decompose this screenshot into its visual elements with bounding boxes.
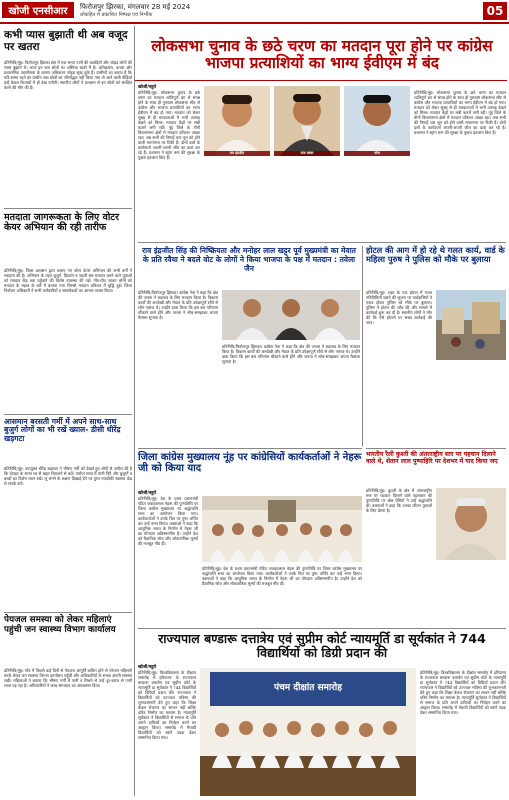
candidate-photo-left xyxy=(204,86,270,156)
convocation-photo xyxy=(200,668,416,796)
article-nehru: प्रतिनिधि/नूंह। देश के प्रथम प्रधानमंत्री पंडित जवाहरलाल नेहरू की पुण्यतिथि पर जिला कांग्रेस मुख्यालय पर श्रद्धांजलि सभा का आयोजन किया गया। कार्यकर्ताओं ने उनके चित्र पर पुष्प अर्पित कर उन्हें नमन किया। वक्ताओं ने कहा कि आधुनिक भारत के निर्माण में नेहरू जी का योगदान अविस्मरणीय है। उन्होंने देश को वैज्ञानिक सोच और लोकतांत्रिक मूल्यों की मजबूत नींव दी। xyxy=(138,496,198,546)
article-convocation-continued: प्रतिनिधि/नूंह। विश्वविद्यालय के दीक्षांत समारोह में हरियाणा के राज्यपाल बण्डारू दत्तात्रेय एवं सुप्रीम कोर्ट के न्यायमूर्ति डा सूर्यकांत ने 744 विद्यार्थियों को डिग्रियाँ प्रदान कीं। राज्यपाल ने विद्यार्थियों को उज्ज्वल भविष्य की शुभकामनाएँ देते हुए कहा कि शिक्षा केवल रोजगार का साधन नहीं बल्कि चरित्र निर्माण का माध्यम है। न्यायमूर्ति सूर्यकांत ने विद्यार्थियों से समाज के प्रति अपने दायित्वों का निर्वहन करने का आह्वान किया। समारोह में मेधावी विद्यार्थियों को स्वर्ण पदक देकर सम्मानित किया गया। xyxy=(420,670,506,715)
street-photo-icon xyxy=(436,290,506,360)
byline: खोजी/ब्यूरो xyxy=(138,665,157,670)
byline: खोजी/ब्यूरो xyxy=(138,491,157,496)
headline-water-crisis: पेयजल समस्या को लेकर महिलाएं पहुंची जन स्वास्थ्य विभाग कार्यालय xyxy=(4,615,116,635)
photo-caption: राव इंद्रजीत xyxy=(204,151,270,156)
article-water-crisis: प्रतिनिधि/नूंह। गाँव में पिछले कई दिनों से पेयजल आपूर्ति बाधित होने से परेशान महिलाएँ मटके लेकर जन स्वास्थ्य विभाग कार्यालय पहुँचीं और अधिकारियों के समक्ष अपनी समस्या रखी। महिलाओं ने बताया कि भीषण गर्मी में पानी न मिलने से उन्हें दूर-दराज से पानी लाना पड़ रहा है। अधिकारियों ने जल्द समाधान का आश्वासन दिया। xyxy=(4,668,132,688)
headline-heat: आसमान बरसती गर्मी में अपने साथ-साथ बुजुर्ग लोगों का भी रखें ख्याल- डीसी धीरेंद्र खड़गटा xyxy=(4,417,121,443)
article-drinking-water: प्रतिनिधि/नूंह। फिरोजपुर झिरका क्षेत्र में एक समय पानी की बावड़ियाँ और जोहड़ लोगों की प्यास बुझाते थे। आज इन जल स्रोतों का अस्तित्व खतरे में है। अतिक्रमण, कचरा और प्रशासनिक उदासीनता के कारण अधिकतर जोहड़ सूख चुके हैं। ग्रामीणों का कहना है कि यदि समय रहते इन प्राचीन जल स्रोतों का जीर्णोद्धार नहीं किया गया तो आने वाली पीढ़ियाँ इन्हें केवल किताबों में ही देख पाएँगी। स्थानीय लोगों ने प्रशासन से इन स्रोतों को संरक्षित करने की माँग की है। xyxy=(4,60,132,90)
photo-caption: नरेश xyxy=(344,151,410,156)
article-hotel: प्रतिनिधि/नूंह। शहर के एक होटल में गलत गतिविधियाँ चलने की सूचना पर वार्डवासियों ने एकत्र होकर पुलिस को मौके पर बुलाया। पुलिस ने होटल की जाँच की और मामले में कार्रवाई शुरू कर दी है। स्थानीय लोगों ने माँग की कि ऐसे होटलों पर सख्त कार्रवाई की जाए। xyxy=(366,290,432,325)
person-portrait-icon xyxy=(344,86,410,156)
lead-story-banner xyxy=(135,36,507,81)
article-voter-awareness: प्रतिनिधि/नूंह। जिला प्रशासन द्वारा चलाए गए वोटर केयर अभियान की सभी वर्गों ने सराहना की है। अभियान के तहत बुजुर्ग, दिव्यांग व पहली बार मतदान करने वाले युवाओं को मतदान केंद्र तक पहुँचाने की विशेष व्यवस्था की गई। गाँव-गाँव जाकर लोगों को मतदान के महत्व के बारे में बताया गया जिससे मतदान प्रतिशत में वृद्धि हुई। जिला निर्वाचन अधिकारी ने सभी कर्मचारियों व स्वयंसेवकों का आभार व्यक्त किया। xyxy=(4,268,132,293)
politicians-photo xyxy=(222,290,360,340)
divider xyxy=(4,208,132,209)
divider xyxy=(4,414,132,415)
headline-voter-awareness: मतदाता जागरूकता के लिए वोटर केयर अभियान की रही तारीफ xyxy=(4,212,119,234)
article-raj-babbar: प्रतिनिधि/फिरोजपुर झिरका। कांग्रेस नेता ने कहा कि क्षेत्र की जनता ने बदलाव के लिए मतदान किया है। विकास कार्यों की अनदेखी और मेवात के प्रति उपेक्षापूर्ण रवैये से लोग नाराज थे। उन्होंने दावा किया कि इस बार परिणाम चौंकाने वाले होंगे और जनता ने सोच-समझकर अपना फैसला सुनाया है। xyxy=(138,290,218,320)
person-portrait-icon xyxy=(274,86,340,156)
headline-drinking-water: कभी प्यास बुझाती थी अब वजूद पर खतरा xyxy=(4,29,128,53)
group-photo-icon xyxy=(222,290,360,340)
candidate-photo-mid xyxy=(274,86,340,156)
article-convocation: प्रतिनिधि/नूंह। विश्वविद्यालय के दीक्षांत समारोह में हरियाणा के राज्यपाल बण्डारू दत्तात्रेय एवं सुप्रीम कोर्ट के न्यायमूर्ति डा सूर्यकांत ने 744 विद्यार्थियों को डिग्रियाँ प्रदान कीं। राज्यपाल ने विद्यार्थियों को उज्ज्वल भविष्य की शुभकामनाएँ देते हुए कहा कि शिक्षा केवल रोजगार का साधन नहीं बल्कि चरित्र निर्माण का माध्यम है। न्यायमूर्ति सूर्यकांत ने विद्यार्थियों से समाज के प्रति अपने दायित्वों का निर्वहन करने का आह्वान किया। समारोह में मेधावी विद्यार्थियों को स्वर्ण पदक देकर सम्मानित किया गया। xyxy=(138,670,196,740)
divider xyxy=(366,448,506,449)
group-photo-icon xyxy=(202,496,362,562)
divider xyxy=(138,242,506,243)
hotel-photo xyxy=(436,290,506,360)
article-cultural: प्रतिनिधि/नूंह। कुश्ती के क्षेत्र में अंतरराष्ट्रीय स्तर पर पहचान दिलाने वाले पहलवान की पुण्यतिथि पर खेल प्रेमियों ने उन्हें श्रद्धांजलि दी। वक्ताओं ने कहा कि उनका जीवन युवाओं के लिए प्रेरणा है। xyxy=(366,488,432,513)
person-portrait-icon xyxy=(436,488,506,560)
person-portrait-icon xyxy=(204,86,270,156)
article-raj-babbar-continued: प्रतिनिधि/फिरोजपुर झिरका। कांग्रेस नेता ने कहा कि क्षेत्र की जनता ने बदलाव के लिए मतदान किया है। विकास कार्यों की अनदेखी और मेवात के प्रति उपेक्षापूर्ण रवैये से लोग नाराज थे। उन्होंने दावा किया कि इस बार परिणाम चौंकाने वाले होंगे और जनता ने सोच-समझकर अपना फैसला सुनाया है। xyxy=(222,344,360,364)
masthead xyxy=(0,0,509,24)
article-lok-sabha-continued: प्रतिनिधि/नूंह। लोकसभा चुनाव के छठे चरण का मतदान शांतिपूर्ण ढंग से संपन्न होने के साथ ही गुरुग्राम लोकसभा सीट से कांग्रेस और भाजपा प्रत्याशियों का भाग्य ईवीएम में बंद हो गया। मतदान को लेकर सुबह से ही मतदाताओं में भारी उत्साह देखने को मिला। मतदान केंद्रों पर लंबी कतारें लगी रहीं। नूंह जिले के तीनों विधानसभा क्षेत्रों में मतदान प्रतिशत अच्छा रहा। अब सभी की निगाहें चार जून को होने वाली मतगणना पर टिकी हैं। दोनों दलों के कार्यकर्ता अपनी-अपनी जीत का दावा कर रहे हैं। प्रशासन ने स्ट्रांग रूम की सुरक्षा के पुख्ता इंतजाम किए हैं। xyxy=(414,90,506,135)
candidate-photo-right xyxy=(344,86,410,156)
divider xyxy=(138,628,506,629)
page-number: 05 xyxy=(483,2,507,20)
column-divider xyxy=(362,246,363,446)
divider xyxy=(138,448,362,449)
headline-nehru: जिला कांग्रेस मुख्यालय नूंह पर कांग्रेसियों कार्यकर्ताओं ने नेहरू जी को किया याद xyxy=(138,452,362,474)
headline-convocation: राज्यपाल बण्डारू दत्तात्रेय एवं सुप्रीम कोर्ट न्यायमूर्ति डा सूर्यकांत ने 744 विद्यार्थियों को डिग्री प्रदान की xyxy=(158,631,486,660)
nehru-tribute-photo xyxy=(202,496,362,562)
photo-caption: राज बब्बर xyxy=(274,151,340,156)
wrestler-photo xyxy=(436,488,506,560)
headline-lok-sabha: लोकसभा चुनाव के छठे चरण का मतदान पूरा होने पर कांग्रेस भाजपा प्रत्याशियों का भाग्य ईवीएम में बंद xyxy=(151,37,493,73)
headline-hotel: होटल की आग में हो रहे थे गलत कार्य, वार्ड के महिला पुरुष ने पुलिस को मौके पर बुलाया xyxy=(366,245,505,265)
article-heat: प्रतिनिधि/नूंह। उपायुक्त धीरेंद्र खड़गटा ने भीषण गर्मी को देखते हुए लोगों से अपील की है कि दोपहर के समय घर से बाहर निकलने से बचें। पर्याप्त मात्रा में पानी पिएँ और बुजुर्गों व बच्चों का विशेष ध्यान रखें। लू लगने के लक्षण दिखाई देने पर तुरंत नजदीकी स्वास्थ्य केंद्र से संपर्क करें। xyxy=(4,466,132,486)
headline-cultural: भारतीय रैली कुश्ती की अंतरराष्ट्रीय स्तर पर पहचान दिलाने वाले थे, शेतान लाल पुष्पाहिरि पर देशभर में याद किया जए xyxy=(366,451,498,465)
article-nehru-continued: प्रतिनिधि/नूंह। देश के प्रथम प्रधानमंत्री पंडित जवाहरलाल नेहरू की पुण्यतिथि पर जिला कांग्रेस मुख्यालय पर श्रद्धांजलि सभा का आयोजन किया गया। कार्यकर्ताओं ने उनके चित्र पर पुष्प अर्पित कर उन्हें नमन किया। वक्ताओं ने कहा कि आधुनिक भारत के निर्माण में नेहरू जी का योगदान अविस्मरणीय है। उन्होंने देश को वैज्ञानिक सोच और लोकतांत्रिक मूल्यों की मजबूत नींव दी। xyxy=(202,566,362,586)
convocation-banner-text: पंचम दीक्षांत समारोह xyxy=(273,683,343,693)
article-lok-sabha: प्रतिनिधि/नूंह। लोकसभा चुनाव के छठे चरण का मतदान शांतिपूर्ण ढंग से संपन्न होने के साथ ही गुरुग्राम लोकसभा सीट से कांग्रेस और भाजपा प्रत्याशियों का भाग्य ईवीएम में बंद हो गया। मतदान को लेकर सुबह से ही मतदाताओं में भारी उत्साह देखने को मिला। मतदान केंद्रों पर लंबी कतारें लगी रहीं। नूंह जिले के तीनों विधानसभा क्षेत्रों में मतदान प्रतिशत अच्छा रहा। अब सभी की निगाहें चार जून को होने वाली मतगणना पर टिकी हैं। दोनों दलों के कार्यकर्ता अपनी-अपनी जीत का दावा कर रहे हैं। प्रशासन ने स्ट्रांग रूम की सुरक्षा के पुख्ता इंतजाम किए हैं। xyxy=(138,90,200,160)
column-divider xyxy=(134,26,135,796)
byline: खोजी/ब्यूरो xyxy=(138,85,157,90)
tagline: लोकहित में प्रकाशित निष्पक्ष एवं निर्भीक xyxy=(80,12,153,18)
divider xyxy=(4,612,132,613)
headline-raj-babbar: राव इंद्रजीत सिंह की निष्क्रियता और मनोहर लाल खट्टर पूर्व मुख्यमंत्री का मेवात के प्रति रवैया ने बदले वोट के लोगों ने किया भाजपा के पक्ष में मतदान : तवेला जैन xyxy=(142,246,356,273)
dateline: फिरोजपुर झिरका, मंगलवार 28 मई 2024 xyxy=(80,3,191,11)
masthead-logo: खोजी एनसीआर xyxy=(2,2,74,18)
